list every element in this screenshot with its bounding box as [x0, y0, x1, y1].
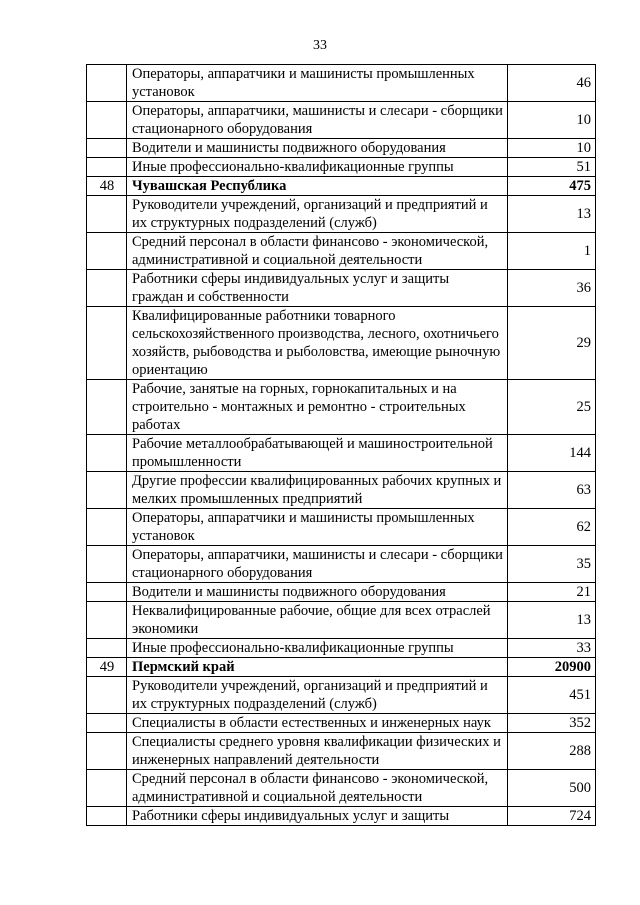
row-number [87, 158, 127, 177]
group-value: 500 [508, 770, 596, 807]
row-number [87, 807, 127, 826]
table-row [87, 770, 596, 807]
group-value: 36 [508, 270, 596, 307]
region-name: Пермский край [127, 658, 508, 677]
table-row [87, 380, 596, 435]
table-row [87, 435, 596, 472]
group-value: 21 [508, 583, 596, 602]
occupation-group: Операторы, аппаратчики и машинисты промышленных установок [127, 65, 508, 102]
occupation-group: Специалисты среднего уровня квалификации физических и инженерных направлений деятельности [127, 733, 508, 770]
row-number [87, 307, 127, 380]
table-row [87, 639, 596, 658]
region-total: 20900 [508, 658, 596, 677]
region-name: Чувашская Республика [127, 177, 508, 196]
group-value: 10 [508, 139, 596, 158]
table-row [87, 602, 596, 639]
group-value: 46 [508, 65, 596, 102]
row-number [87, 677, 127, 714]
group-value: 29 [508, 307, 596, 380]
occupation-group: Рабочие, занятые на горных, горнокапитальных и на строительно - монтажных и ремонтно - строительных работах [127, 380, 508, 435]
group-value: 352 [508, 714, 596, 733]
table-body [87, 65, 596, 826]
occupation-group: Неквалифицированные рабочие, общие для всех отраслей экономики [127, 602, 508, 639]
region-row [87, 177, 596, 196]
table-row [87, 733, 596, 770]
table-row [87, 233, 596, 270]
occupation-group: Иные профессионально-квалификационные группы [127, 639, 508, 658]
group-value: 451 [508, 677, 596, 714]
table-row [87, 270, 596, 307]
group-value: 10 [508, 102, 596, 139]
table-row [87, 509, 596, 546]
group-value: 33 [508, 639, 596, 658]
row-number [87, 435, 127, 472]
row-number [87, 380, 127, 435]
occupation-group: Другие профессии квалифицированных рабочих крупных и мелких промышленных предприятий [127, 472, 508, 509]
row-number [87, 472, 127, 509]
occupation-group: Квалифицированные работники товарного сельскохозяйственного производства, лесного, охотничьего хозяйств, рыбоводства и рыболовства, имеющие рыночную ориентацию [127, 307, 508, 380]
row-number [87, 196, 127, 233]
table-row [87, 158, 596, 177]
region-total: 475 [508, 177, 596, 196]
page-number: 33 [313, 38, 327, 53]
row-number [87, 733, 127, 770]
group-value: 35 [508, 546, 596, 583]
row-number [87, 602, 127, 639]
occupation-group: Водители и машинисты подвижного оборудования [127, 583, 508, 602]
occupation-group: Средний персонал в области финансово - экономической, административной и социальной деятельности [127, 770, 508, 807]
occupation-group: Водители и машинисты подвижного оборудования [127, 139, 508, 158]
group-value: 724 [508, 807, 596, 826]
row-number: 48 [87, 177, 127, 196]
occupation-group: Работники сферы индивидуальных услуг и защиты [127, 807, 508, 826]
row-number [87, 139, 127, 158]
group-value: 13 [508, 196, 596, 233]
group-value: 288 [508, 733, 596, 770]
group-value: 1 [508, 233, 596, 270]
table-row [87, 714, 596, 733]
table-row [87, 65, 596, 102]
occupation-group: Руководители учреждений, организаций и предприятий и их структурных подразделений (служб) [127, 677, 508, 714]
row-number [87, 770, 127, 807]
group-value: 144 [508, 435, 596, 472]
occupation-group: Операторы, аппаратчики и машинисты промышленных установок [127, 509, 508, 546]
occupation-table [86, 64, 596, 826]
occupation-group: Руководители учреждений, организаций и предприятий и их структурных подразделений (служб) [127, 196, 508, 233]
group-value: 63 [508, 472, 596, 509]
table-row [87, 807, 596, 826]
group-value: 25 [508, 380, 596, 435]
occupation-group: Операторы, аппаратчики, машинисты и слесари - сборщики стационарного оборудования [127, 102, 508, 139]
row-number [87, 270, 127, 307]
row-number [87, 583, 127, 602]
row-number [87, 233, 127, 270]
row-number [87, 65, 127, 102]
row-number: 49 [87, 658, 127, 677]
table-row [87, 583, 596, 602]
occupation-group: Операторы, аппаратчики, машинисты и слесари - сборщики стационарного оборудования [127, 546, 508, 583]
occupation-group: Работники сферы индивидуальных услуг и защиты граждан и собственности [127, 270, 508, 307]
table-row [87, 196, 596, 233]
row-number [87, 714, 127, 733]
group-value: 62 [508, 509, 596, 546]
group-value: 51 [508, 158, 596, 177]
table-row [87, 677, 596, 714]
table-row [87, 102, 596, 139]
row-number [87, 639, 127, 658]
table-row [87, 139, 596, 158]
occupation-group: Средний персонал в области финансово - экономической, административной и социальной деятельности [127, 233, 508, 270]
region-row [87, 658, 596, 677]
table-row [87, 546, 596, 583]
occupation-group: Иные профессионально-квалификационные группы [127, 158, 508, 177]
row-number [87, 509, 127, 546]
occupation-group: Рабочие металлообрабатывающей и машиностроительной промышленности [127, 435, 508, 472]
row-number [87, 102, 127, 139]
table-row [87, 307, 596, 380]
row-number [87, 546, 127, 583]
group-value: 13 [508, 602, 596, 639]
table-row [87, 472, 596, 509]
occupation-group: Специалисты в области естественных и инженерных наук [127, 714, 508, 733]
